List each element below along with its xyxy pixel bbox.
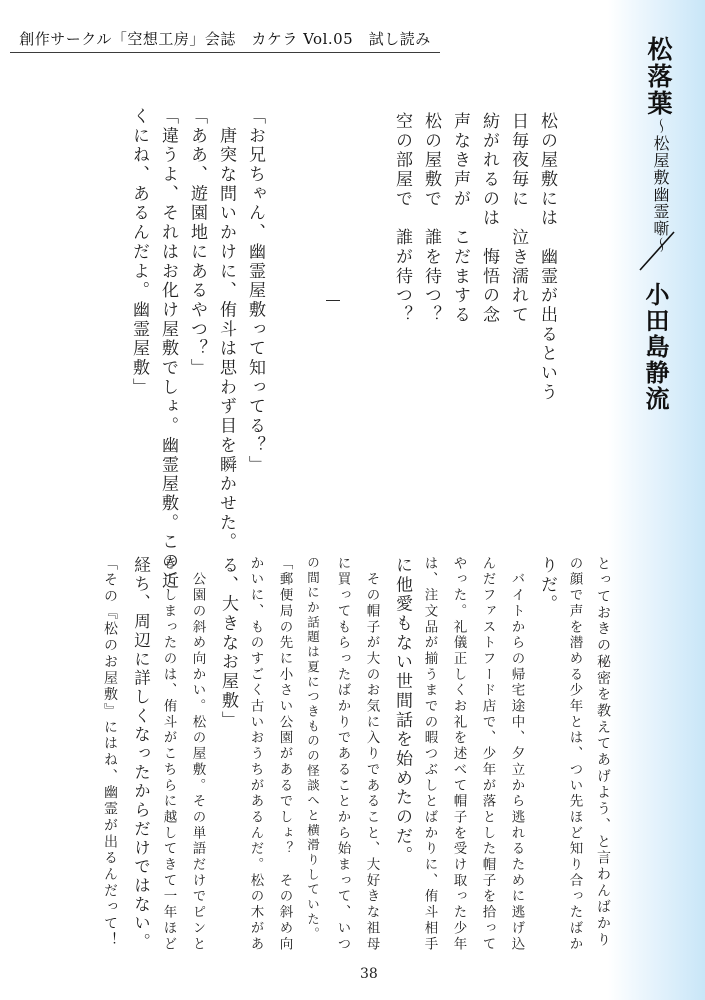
text-line: りだ。 [537,556,557,615]
header-rule [10,52,440,53]
text-line: 「郵便局の先に小さい公園があるでしょ？ その斜め向 [276,556,293,953]
author-name: 小田島静流 [641,282,670,412]
story-title: 松落葉 [644,36,673,117]
poem-line: 日毎夜毎に 泣き濡れて [508,112,528,325]
text-line: 「お兄ちゃん、幽霊屋敷って知ってる？」 [245,107,265,475]
poem-line: 声なき声が こだまする [450,112,470,325]
text-line: 「ああ、遊園地にあるやつ？」 [187,107,207,378]
page-number: 38 [360,966,378,982]
text-line: に買ってもらったばかりであることから始まって、いつ [334,556,351,953]
text-line: くにね、あるんだよ。幽霊屋敷」 [129,107,149,398]
text-line: る、大きなお屋敷」 [218,556,238,731]
chapter-number [326,300,340,301]
text-line: きてしまったのは、侑斗がこちらに越してきて一年ほど [160,556,177,953]
text-line: は、注文品が揃うまでの暇つぶしとばかりに、侑斗相手 [421,556,438,953]
running-header: 創作サークル「空想工房」会誌 カケラ Vol.05 試し読み [19,30,431,48]
text-line: 「その『松のお屋敷』にはね、幽霊が出るんだって！ [102,556,118,949]
text-line: 「違うよ、それはお化け屋敷でしょ。幽霊屋敷。この近 [158,107,178,591]
text-line: やった。礼儀正しくお礼を述べて帽子を受け取った少年 [450,556,467,953]
text-line: の間にか話題は夏につきものの怪談へと横滑りしていた。 [305,556,321,943]
text-line: 経ち、周辺に詳しくなったからだけではない。 [131,556,151,952]
text-line: バイトからの帰宅途中、夕立から逃れるために逃げ込 [508,556,525,953]
text-line: に他愛もない世間話を始めたのだ。 [392,556,412,866]
story-subtitle: 〜松屋敷幽霊噺〜 [651,118,670,254]
text-line: その帽子が大のお気に入りであること、大好きな祖母 [363,556,380,953]
poem-line: 松の屋敷には 幽霊が出るという [537,112,557,403]
text-line: かいに、ものすごく古いおうちがあるんだ。松の木があ [247,556,264,953]
text-line: の顔で声を潜める少年とは、つい先ほど知り合ったばか [566,556,583,953]
text-line: 公園の斜め向かい。松の屋敷。その単語だけでピンと [189,556,206,953]
poem-line: 松の屋敷で 誰を待つ？ [421,112,441,325]
title-separator-slash [634,228,680,274]
text-line: んだファストフード店で、少年が落とした帽子を拾って [479,556,496,953]
poem-line: 空の部屋で 誰が待つ？ [392,112,412,325]
text-line: とっておきの秘密を教えてあげよう、と言わんばかり [595,556,611,949]
poem-line: 紡がれるのは 悔悟の念 [479,112,499,325]
text-line: 唐突な問いかけに、侑斗は思わず目を瞬かせた。 [216,107,236,553]
